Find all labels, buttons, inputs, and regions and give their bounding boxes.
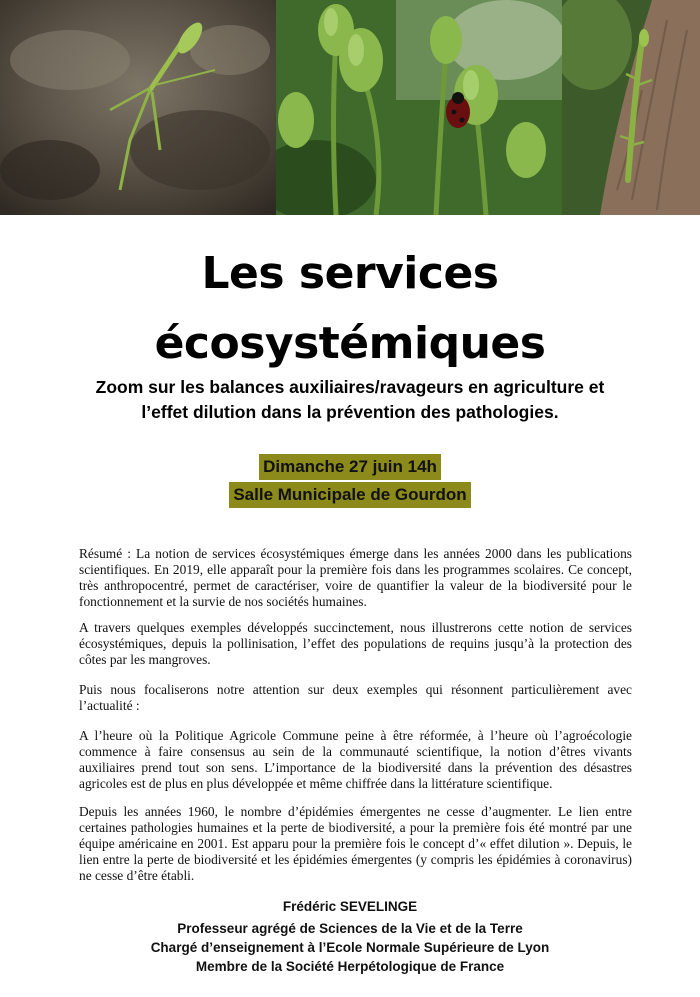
page-title-line-2: écosystémiques	[154, 318, 546, 369]
abstract-paragraph: A l’heure où la Politique Agricole Commune peine à être réformée, à l’heure où l’agroécologie commence à faire consensus au sein de la communauté scientifique, la notion d’êtres vivants auxiliaires prend tout son sens. L’importance de la biodiversité dans la prévention des désastres agricoles est de plus en plus développée et même chiffrée dans la littérature scientifique.	[79, 728, 632, 791]
lizard-on-tree-bark-photo	[562, 0, 700, 215]
event-date-text: Dimanche 27 juin 14h	[259, 454, 441, 480]
speaker-role: Chargé d’enseignement à l’Ecole Normale Supérieure de Lyon	[150, 940, 550, 955]
abstract-paragraph: A travers quelques exemples développés succinctement, nous illustrerons cette notion de services écosystémiques, depuis la pollinisation, l’effet des populations de requins jusqu’à la protection des côtes par les mangroves.	[79, 620, 632, 667]
event-location	[0, 486, 700, 503]
speaker-role: Professeur agrégé de Sciences de la Vie et de la Terre	[177, 921, 523, 936]
abstract-paragraph: Puis nous focaliserons notre attention sur deux exemples qui résonnent particulièrement avec l’actualité :	[79, 682, 632, 713]
subtitle-line-1: Zoom sur les balances auxiliaires/ravageurs en agriculture et	[95, 377, 605, 397]
photo-banner	[0, 0, 700, 215]
event-date	[0, 458, 700, 475]
ladybird-on-rosebuds-photo	[276, 0, 562, 215]
speaker-name: Frédéric SEVELINGE	[282, 899, 418, 914]
subtitle-line-2: l’effet dilution dans la prévention des pathologies.	[141, 402, 559, 422]
abstract-paragraph: Depuis les années 1960, le nombre d’épidémies émergentes ne cesse d’augmenter. Le lien entre certaines pathologies humaines et la perte de biodiversité, a pour la première fois été montré par une équipe américaine en 2001. Est apparu pour la première fois le concept d’« effet dilution ». Depuis, le lien entre la perte de biodiversité et les épidémies émergentes (y compris les épidémies à coronavirus) ne cesse d’être établi.	[79, 804, 632, 883]
speaker-role: Membre de la Société Herpétologique de France	[195, 959, 505, 974]
mantis-on-rock-photo	[0, 0, 276, 215]
abstract-paragraph: Résumé : La notion de services écosystémiques émerge dans les années 2000 dans les publications scientifiques. En 2019, elle apparaît pour la première fois dans les programmes scolaires. Ce concept, très anthropocentré, permet de caractériser, voire de quantifier la valeur de la biodiversité pour le fonctionnement et la survie de nos sociétés humaines.	[79, 546, 632, 609]
event-location-text: Salle Municipale de Gourdon	[229, 482, 470, 508]
page-title-line-1: Les services	[201, 248, 499, 299]
